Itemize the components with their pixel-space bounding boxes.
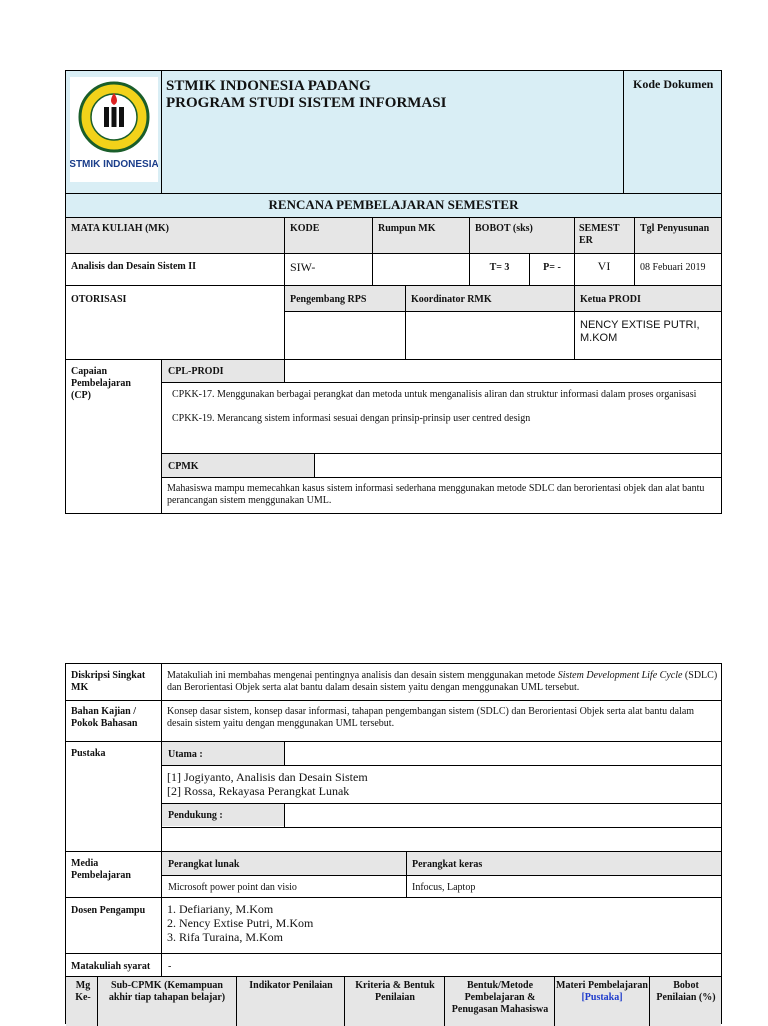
- rumpun-header: Rumpun MK: [378, 223, 436, 234]
- stmik-logo: [70, 77, 158, 182]
- bahan-text: Konsep dasar sistem, konsep dasar informasi, tahapan pengembangan sistem (SDLC) dan Berorientasi Objek serta alat bantu dalam desain sistem yaitu dengan menggunakan UML tersebut.: [167, 706, 695, 729]
- mk-value: Analisis dan Desain Sistem II: [71, 261, 197, 272]
- pengembang-label: Pengembang RPS: [290, 294, 367, 305]
- dosen-item: 2. Nency Extise Putri, M.Kom: [167, 916, 314, 930]
- lunak-label: Perangkat lunak: [168, 859, 240, 870]
- mk-header: MATA KULIAH (MK): [71, 223, 169, 234]
- otorisasi-label: OTORISASI: [71, 294, 127, 305]
- cpmk-label: CPMK: [168, 461, 199, 472]
- utama-item: [2] Rossa, Rekayasa Perangkat Lunak: [167, 784, 350, 798]
- document-title: RENCANA PEMBELAJARAN SEMESTER: [268, 197, 519, 212]
- col-kriteria: Kriteria & Bentuk Penilaian: [355, 980, 435, 1003]
- ketua-label: Ketua PRODI: [580, 294, 641, 305]
- kode-header: KODE: [290, 223, 320, 234]
- t-value: T= 3: [489, 262, 510, 273]
- kode-dokumen-label: Kode Dokumen: [633, 77, 714, 91]
- tgl-header: Tgl Penyusunan: [640, 223, 710, 234]
- col-mg: Mg Ke-: [75, 980, 91, 1003]
- rumpun-value: [373, 258, 383, 264]
- ketua-value: NENCY EXTISE PUTRI, M.KOM: [580, 319, 700, 344]
- col-bobot: Bobot Penilaian (%): [656, 980, 716, 1003]
- logo-text: STMIK INDONESIA: [70, 159, 158, 170]
- col-materi: Materi Pembelajaran [Pustaka]: [556, 980, 648, 1003]
- rps-detail-table: [65, 663, 722, 1024]
- lunak-value: Microsoft power point dan visio: [168, 882, 297, 893]
- col-sub-cpmk: Sub-CPMK (Kemampuan akhir tiap tahapan belajar): [108, 980, 226, 1003]
- program-name: PROGRAM STUDI SISTEM INFORMASI: [166, 95, 447, 111]
- utama-item: [1] Jogiyanto, Analisis dan Desain Sistem: [167, 770, 368, 784]
- semester-header: SEMEST ER: [579, 223, 620, 246]
- bobot-header: BOBOT (sks): [475, 223, 533, 234]
- keras-value: Infocus, Laptop: [412, 882, 476, 893]
- syarat-label: Matakuliah syarat: [71, 961, 151, 972]
- cp-label: Capaian Pembelajaran (CP): [71, 366, 131, 401]
- deskripsi-label: Diskripsi Singkat MK: [71, 670, 146, 693]
- kode-value: SIW-: [290, 260, 316, 274]
- tgl-value: 08 Febuari 2019: [640, 262, 706, 273]
- dosen-label: Dosen Pengampu: [71, 905, 146, 916]
- cpl-item: CPKK-19. Merancang sistem informasi sesuai dengan prinsip-prinsip user centred design: [172, 413, 531, 424]
- institution-name: STMIK INDONESIA PADANG: [166, 78, 371, 94]
- pustaka-label: Pustaka: [71, 748, 106, 759]
- dosen-item: 1. Defiariany, M.Kom: [167, 902, 274, 916]
- cpmk-text: Mahasiswa mampu memecahkan kasus sistem informasi sederhana menggunakan metode SDLC dan berorientasi objek dan alat bantu perancangan sistem menggunakan UML.: [167, 483, 705, 506]
- cpl-label: CPL-PRODI: [168, 366, 224, 377]
- logo-cell: [70, 77, 158, 182]
- keras-label: Perangkat keras: [412, 859, 483, 870]
- cpl-item: CPKK-17. Menggunakan berbagai perangkat dan metoda untuk menganalisis aliran dan struktur informasi dalam proses organisasi: [172, 389, 697, 400]
- deskripsi-text: Matakuliah ini membahas mengenai pentingnya analisis dan desain sistem menggunakan metode Sistem Development Life Cycle (SDLC) dan Berorientasi Objek serta alat bantu dalam desain sistem yaitu dengan menggunakan UML tersebut.: [167, 670, 718, 693]
- syarat-value: -: [168, 961, 172, 972]
- pendukung-label: Pendukung :: [168, 810, 223, 821]
- utama-label: Utama :: [168, 749, 203, 760]
- media-label: Media Pembelajaran: [71, 858, 131, 881]
- rps-header-table: [65, 70, 722, 514]
- col-bentuk: Bentuk/Metode Pembelajaran & Penugasan Mahasiswa: [451, 980, 549, 1015]
- p-value: P= -: [543, 262, 561, 273]
- semester-value: VI: [597, 259, 611, 273]
- col-indikator: Indikator Penilaian: [249, 980, 333, 991]
- bahan-label: Bahan Kajian / Pokok Bahasan: [71, 706, 138, 729]
- dosen-item: 3. Rifa Turaina, M.Kom: [167, 930, 284, 944]
- koordinator-label: Koordinator RMK: [411, 294, 492, 305]
